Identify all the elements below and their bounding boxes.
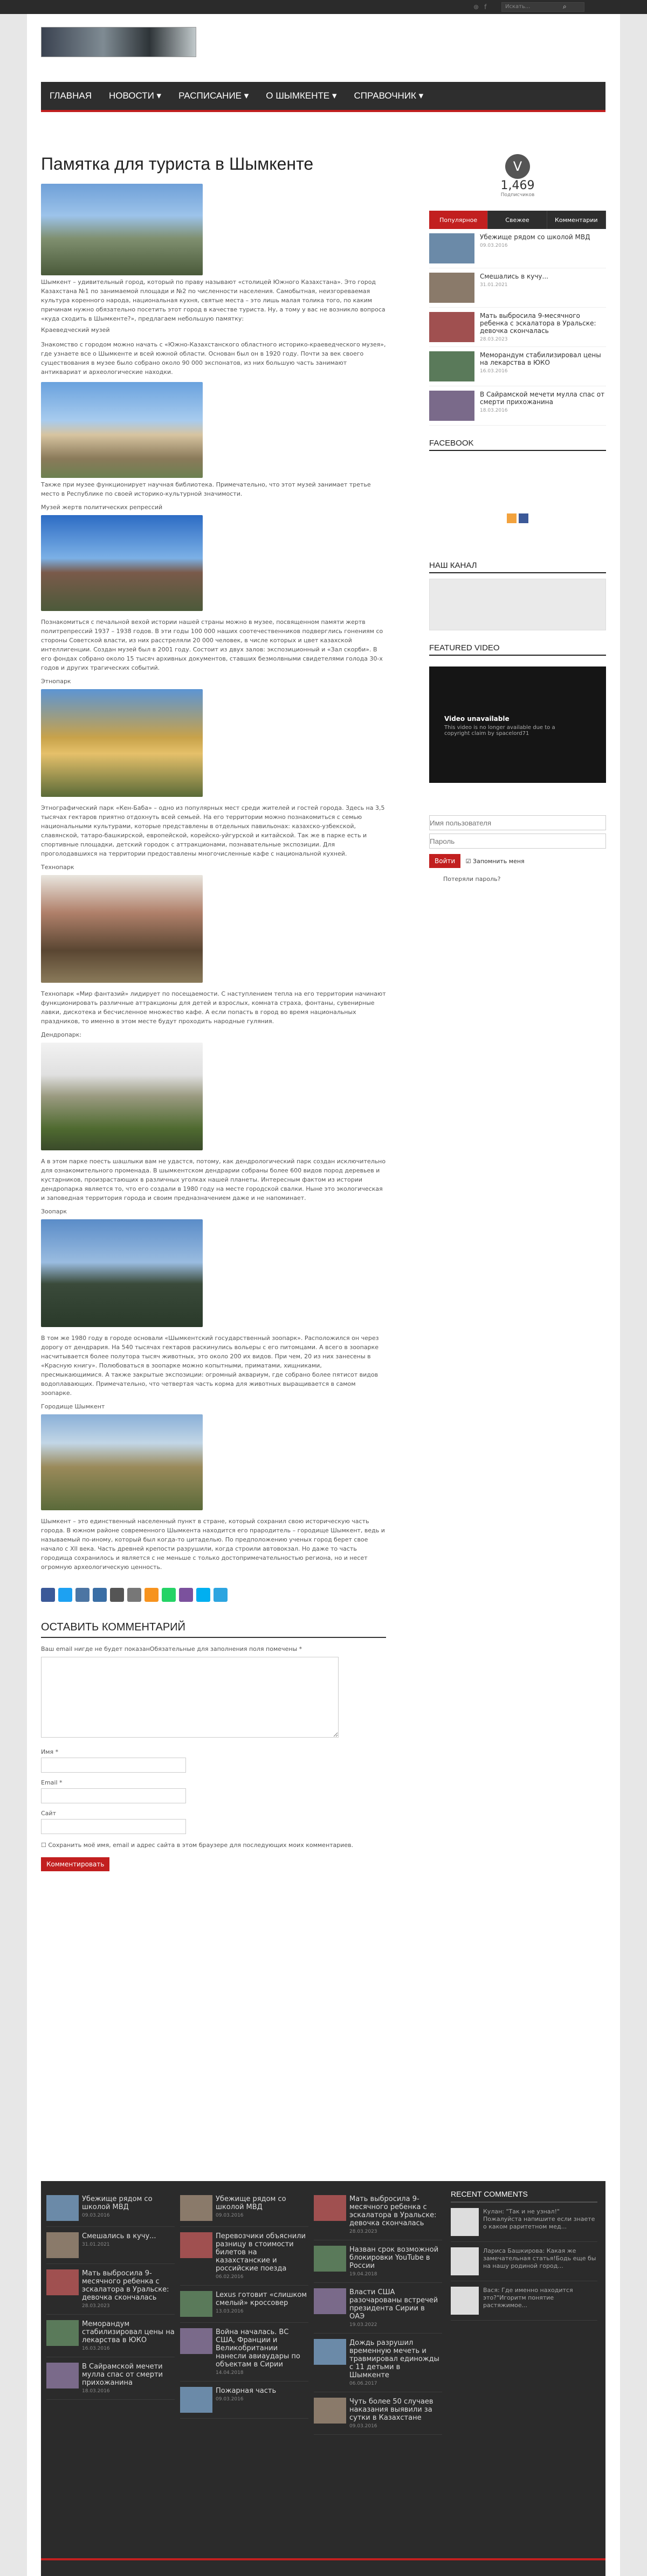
recent-comment-text[interactable]: Вася: Где именно находится это?"Игоритм понятие растяжимое... — [483, 2287, 573, 2309]
caption: Дендропарк: — [41, 1031, 82, 1038]
login-button[interactable]: Войти — [429, 854, 460, 868]
post-text — [480, 273, 548, 303]
post-thumb[interactable] — [429, 391, 474, 421]
footer-thumb[interactable] — [314, 2246, 346, 2272]
recent-comments — [451, 2190, 597, 2321]
remember-label: Запомнить меня — [473, 858, 525, 865]
social-icons — [473, 3, 486, 11]
avatar — [451, 2247, 479, 2275]
footer-post-title[interactable]: Убежище рядом со школой МВД — [82, 2195, 153, 2211]
telegram-share-icon[interactable] — [214, 1588, 228, 1602]
footer — [41, 2181, 605, 2576]
footer-post-title[interactable]: Чуть более 50 случаев наказания выявили за сутки в Казахстане — [349, 2398, 433, 2422]
name-label: Имя * — [41, 1748, 59, 1755]
comment-form — [41, 1621, 386, 1871]
featured-video[interactable] — [429, 666, 606, 783]
submit-comment-button[interactable]: Комментировать — [41, 1857, 109, 1871]
footer-post-title[interactable]: Война началась. ВС США, Франции и Великобритании нанесли авиаудары по объектам в Сирии — [216, 2328, 300, 2369]
post-date: 09.03.2016 — [480, 243, 508, 248]
caption: Музей жертв политических репрессий — [41, 504, 163, 511]
footer-post-text — [82, 2269, 175, 2309]
footer-thumb[interactable] — [46, 2232, 79, 2258]
footer-post-title[interactable]: Перевозчики объяснили разницу в стоимости билетов на казахстанские и российские поезда — [216, 2232, 306, 2273]
footer-post-text — [216, 2291, 308, 2317]
footer-post-text — [349, 2195, 442, 2234]
footer-post-date: 16.03.2016 — [82, 2346, 110, 2351]
skype-share-icon[interactable] — [196, 1588, 210, 1602]
paragraph: Шымкент – это единственный населенный пункт в стране, который сохранил свою историческую часть города. В южном районе современного Шымкента находится его прародитель – городище Шымкент, ведь и называемый по-иному, который был когда-то цитаделью. По предположению ученых город берет свое начало с XII века. Часть древней крепости разрушили, когда строили автовокзал. Но даже то часть городища сохранилось и является с не меньше с только достопримечательностью региона, но и несет огромную археологическую ценность. — [41, 1518, 385, 1571]
username-input[interactable] — [429, 815, 606, 830]
video-message: This video is no longer available due to a copyright claim by spacelord71 — [444, 725, 555, 737]
sidebar-post[interactable] — [429, 386, 606, 426]
recent-comment-text[interactable]: Кулан: "Так и не узнал!" Пожалуйста напишите если знаете о каком раритетном мед... — [483, 2208, 595, 2230]
footer-post-text — [349, 2398, 442, 2429]
caption: Зоопарк — [41, 1208, 67, 1215]
footer-col-3 — [314, 2190, 442, 2435]
footer-thumb[interactable] — [180, 2232, 212, 2258]
post-title[interactable]: Меморандум стабилизировал цены на лекарства в ЮКО — [480, 351, 601, 366]
post-thumb[interactable] — [429, 233, 474, 263]
footer-post-date: 06.06.2017 — [349, 2381, 377, 2386]
footer-post-title[interactable]: В Сайрамской мечети мулла спас от смерти прихожанина — [82, 2363, 163, 2387]
rss-icon[interactable]: ⊛ — [473, 3, 479, 11]
zoo-photo — [41, 1219, 203, 1327]
name-field[interactable] — [41, 1758, 186, 1773]
footer-post[interactable] — [314, 2240, 442, 2283]
nav-item-4[interactable]: СПРАВОЧНИК ▾ — [354, 91, 424, 101]
footer-post[interactable] — [314, 2283, 442, 2334]
nav-item-2[interactable]: РАСПИСАНИЕ ▾ — [178, 91, 249, 101]
footer-post[interactable] — [46, 2315, 175, 2357]
footer-post-text — [216, 2328, 308, 2376]
post-text — [480, 351, 606, 381]
footer-post-title[interactable]: Меморандум стабилизировал цены на лекарства в ЮКО — [82, 2320, 175, 2344]
footer-post-text — [349, 2288, 442, 2328]
ok-share-icon[interactable] — [144, 1588, 159, 1602]
footer-post[interactable] — [180, 2190, 308, 2227]
footer-post-text — [216, 2232, 308, 2280]
page-title: Памятка для туриста в Шымкенте — [41, 154, 314, 173]
recent-comment[interactable] — [451, 2203, 597, 2242]
footer-post-date: 13.03.2016 — [216, 2309, 244, 2314]
footer-post-date: 09.03.2016 — [349, 2424, 377, 2429]
footer-post-title[interactable]: Мать выбросила 9-месячного ребенка с эскалатора в Уральске: девочка скончалась — [82, 2269, 169, 2302]
avatar — [451, 2208, 479, 2236]
vk-widget[interactable] — [429, 154, 606, 198]
footer-post-text — [216, 2387, 276, 2413]
technopark-photo — [41, 875, 203, 983]
footer-post-title[interactable]: Мать выбросила 9-месячного ребенка с эскалатора в Уральске: девочка скончалась — [349, 2195, 437, 2227]
vk-share-icon[interactable] — [75, 1588, 90, 1602]
channel-widget — [429, 579, 606, 630]
footer-thumb[interactable] — [46, 2320, 79, 2346]
footer-thumb[interactable] — [314, 2195, 346, 2221]
sidebar — [429, 154, 606, 883]
repression-museum-photo — [41, 515, 203, 611]
login-widget — [429, 815, 606, 883]
search-icon[interactable]: ⌕ — [563, 3, 567, 10]
comment-note: Ваш email нигде не будет показанОбязательные для заполнения поля помечены * — [41, 1645, 302, 1652]
footer-post[interactable] — [180, 2227, 308, 2286]
footer-bar — [41, 2558, 605, 2560]
city-photo — [41, 184, 203, 275]
footer-post-text — [82, 2320, 175, 2351]
footer-post-date: 18.03.2016 — [82, 2388, 110, 2394]
post-date: 18.03.2016 — [480, 408, 508, 413]
top-bar — [0, 0, 647, 14]
footer-post-date: 28.03.2023 — [82, 2303, 110, 2309]
viber-share-icon[interactable] — [179, 1588, 193, 1602]
footer-post[interactable] — [314, 2334, 442, 2392]
facebook-widget — [429, 451, 606, 548]
caption: Этнопарк — [41, 678, 71, 685]
footer-thumb[interactable] — [314, 2288, 346, 2314]
search-input[interactable]: Искать... — [501, 2, 584, 12]
footer-post[interactable] — [314, 2190, 442, 2240]
sidebar-post[interactable] — [429, 347, 606, 386]
paragraph: Этнографический парк «Кен-Баба» – одно из популярных мест среди жителей и гостей города. Здесь на 3,5 тысячах гектаров приятно отдохнуть всей семьей. На его территории можно познакомиться с семью национальными культурами, которые представлены в отдельных павильонах: казахско-узбекской, славянской, татаро-башкирской, европейской, корейско-уйгурской и китайской. Так же в парке есть и спортивные площадки, детский городок с аттракционами, познавательные экспозиции. Для проголодавшихся на территории предоставлены многочисленные кафе с национальной кухней. — [41, 804, 385, 857]
facebook-share-icon[interactable] — [41, 1588, 55, 1602]
footer-post-date: 09.03.2016 — [216, 2213, 244, 2218]
paragraph: Технопарк «Мир фантазий» лидирует по посещаемости. С наступлением тепла на его территории начинают функционировать различные аттракционы для детей и взрослых, комната страха, фонтаны, сувенирные лавки, дискотека и бесчисленное множество кафе. А если попасть в город во время национальных праздников, то именно в этом месте будут проходить народные гуляния. — [41, 990, 386, 1025]
post-thumb[interactable] — [429, 273, 474, 303]
recent-comment-text[interactable]: Лариса Башкирова: Какая же замечательная статья!Бодь еще бы на нашу родиной город... — [483, 2247, 596, 2269]
paragraph: Знакомство с городом можно начать с «Южно-Казахстанского областного историко-краеведческого музея», где узнаете все о Шымкенте и всей южной области. Основан был он в 1920 году. Почти за век своего существования в музее было собрано около 90 000 экспонатов, из них большую часть занимают антиквариат и археологические находки. — [41, 341, 386, 376]
footer-post-title[interactable]: Убежище рядом со школой МВД — [216, 2195, 286, 2211]
comment-textarea[interactable] — [41, 1657, 339, 1738]
footer-col-2 — [180, 2190, 308, 2419]
footer-post[interactable] — [180, 2381, 308, 2419]
paragraph: Познакомиться с печальной вехой истории нашей страны можно в музее, посвященном памяти жертв политрепрессий 1937 – 1938 годов. В эти годы 100 000 наших соотечественников подверглись гонениям со стороны Советской власти, из них расстреляли 20 000 человек, в числе которых и цвет казахской интеллигенции. Создан музей был в 2001 году. Состоит из двух залов: экспозиционный и «Зал скорби». В его фондах собрано около 15 тысяч архивных документов, ставших безмолвными свидетелями голода 30-х годов и других трагических событий. — [41, 619, 383, 671]
footer-post-date: 19.04.2018 — [349, 2272, 377, 2277]
footer-post[interactable] — [180, 2286, 308, 2323]
paragraph: Шымкент – удивительный город, который по праву называют «столицей Южного Казахстана». Это город Казахстана №1 по занимаемой площади и №2 по численности населения. Самобытная, неизгореваемая культура коренного народа, национальная кухня, святые места – это лишь малая толика того, по каким причинам нужно обязательно посетить этот город в качестве туриста. Ну, а тому у вас не возникло вопроса «куда сходить в Шымкенте?», предлагаем небольшую памятку: — [41, 279, 386, 322]
post-date: 28.03.2023 — [480, 337, 508, 342]
ethnopark-photo — [41, 689, 203, 797]
article — [41, 154, 386, 1871]
footer-post-title[interactable]: Назван срок возможной блокировки YouTube в России — [349, 2246, 439, 2270]
caption: Краеведческий музей — [41, 327, 110, 334]
footer-thumb[interactable] — [180, 2291, 212, 2317]
tab-comments[interactable]: Комментарии — [547, 211, 606, 229]
sidebar-post[interactable] — [429, 229, 606, 268]
tab-popular[interactable]: Популярное — [429, 211, 488, 229]
vk-icon: V — [505, 154, 530, 179]
site-label: Сайт — [41, 1810, 56, 1817]
footer-post[interactable] — [46, 2190, 175, 2227]
caption: Городище Шымкент — [41, 1403, 105, 1410]
twitter-share-icon[interactable] — [58, 1588, 72, 1602]
footer-thumb[interactable] — [180, 2387, 212, 2413]
footer-thumb[interactable] — [46, 2195, 79, 2221]
footer-thumb[interactable] — [180, 2195, 212, 2221]
footer-thumb[interactable] — [314, 2398, 346, 2424]
nav-item-1[interactable]: НОВОСТИ ▾ — [108, 91, 162, 101]
vk-sub: Подписчиков — [500, 192, 535, 198]
footer-post-title[interactable]: Власти США разочарованы встречей президента Сирии в ОАЭ — [349, 2288, 438, 2321]
recent-comment[interactable] — [451, 2281, 597, 2321]
sidebar-post[interactable] — [429, 268, 606, 308]
footer-post-text — [349, 2339, 442, 2386]
caption: Технопарк — [41, 864, 74, 871]
post-title[interactable]: Убежище рядом со школой МВД — [480, 233, 590, 241]
footer-post-text — [82, 2232, 156, 2258]
footer-post-title[interactable]: Lexus готовит «слишком смелый» кроссовер — [216, 2291, 307, 2307]
footer-post-title[interactable]: Пожарная часть — [216, 2387, 277, 2395]
vk-count: 1,469 — [500, 179, 535, 192]
site-field[interactable] — [41, 1819, 186, 1834]
paragraph: В том же 1980 году в городе основали «Шымкентский государственный зоопарк». Расположился он через дорогу от дендрария. На 540 тысячах гектаров раскинулись вольеры с его питомцами. А всего в зоопарке насчитывается более полутора тысяч животных, это около 200 их видов. При чем, 20 из них занесены в «Красную книгу». Полюбоваться в зоопарке можно копытными, приматами, хищниками, пресмыкающимися. А также закрытые экспозиции: огромный аквариум, где собрано более пятисот видов водоплавающих. Примечательно, что четвертая часть корма для животных выращивается в самом зоопарке. — [41, 1335, 379, 1397]
email-field[interactable] — [41, 1788, 186, 1803]
facebook-widget-title: FACEBOOK — [429, 439, 606, 451]
mail-icon[interactable] — [127, 1588, 141, 1602]
footer-post-date: 09.03.2016 — [82, 2213, 110, 2218]
tab-fresh[interactable]: Свежее — [488, 211, 547, 229]
footer-thumb[interactable] — [314, 2339, 346, 2365]
save-checkbox[interactable]: ☐ — [41, 1842, 49, 1849]
main-nav — [41, 82, 605, 112]
post-text — [480, 391, 606, 421]
post-date: 31.01.2021 — [480, 282, 508, 288]
footer-post-date: 09.03.2016 — [216, 2397, 244, 2402]
dendropark-photo — [41, 1043, 203, 1150]
post-title[interactable]: Смешались в кучу... — [480, 273, 548, 280]
comment-title: ОСТАВИТЬ КОММЕНТАРИЙ — [41, 1621, 386, 1638]
footer-post-date: 31.01.2021 — [82, 2242, 110, 2247]
post-title[interactable]: В Сайрамской мечети мулла спас от смерти прихожанина — [480, 391, 605, 406]
footer-post-text — [82, 2195, 175, 2221]
footer-post-title[interactable]: Смешались в кучу... — [82, 2232, 156, 2240]
footer-post[interactable] — [46, 2227, 175, 2264]
recent-comments-title: RECENT COMMENTS — [451, 2190, 597, 2203]
footer-post-date: 28.03.2023 — [349, 2229, 377, 2234]
gplus-share-icon[interactable] — [93, 1588, 107, 1602]
footer-post-date: 06.02.2016 — [216, 2274, 244, 2280]
facebook-icon[interactable]: f — [484, 3, 487, 11]
whatsapp-share-icon[interactable] — [162, 1588, 176, 1602]
footer-post-text — [82, 2363, 175, 2394]
footer-post-text — [216, 2195, 308, 2221]
password-input[interactable] — [429, 834, 606, 849]
remember-checkbox[interactable]: ☑ Запомнить меня — [465, 858, 525, 865]
popular-posts — [429, 229, 606, 426]
nav-item-3[interactable]: О ШЫМКЕНТЕ ▾ — [266, 91, 337, 101]
footer-post-date: 14.04.2018 — [216, 2370, 244, 2376]
sidebar-tabs — [429, 211, 606, 229]
paragraph: А в этом парке поесть шашлыки вам не удастся, потому, как дендрологический парк создан исключительно для ознакомительного променада. В шымкентском дендрарии собраны более 600 видов пород деревьев и кустарников, произрастающих в различных уголках нашей планеты. Интересным фактом из истории дендропарка является то, что его создали в 1980 году на месте городской свалки. Ныне это экологическая и заповедная территория города и своим предназначением даже и не напоминает. — [41, 1158, 386, 1202]
post-thumb[interactable] — [429, 351, 474, 381]
share-buttons — [41, 1588, 386, 1602]
footer-post-date: 19.03.2022 — [349, 2322, 377, 2328]
post-date: 16.03.2016 — [480, 369, 508, 374]
footer-thumb[interactable] — [46, 2363, 79, 2388]
channel-widget-title: НАШ КАНАЛ — [429, 561, 606, 573]
lost-password-link[interactable]: Потеряли пароль? — [443, 876, 501, 883]
facebook-icon[interactable] — [519, 513, 528, 523]
fortress-photo — [41, 1414, 203, 1510]
footer-thumb[interactable] — [180, 2328, 212, 2354]
avatar — [451, 2287, 479, 2315]
footer-post-title[interactable]: Дождь разрушил временную мечеть и травмировал единожды с 11 детьми в Шымкенте — [349, 2339, 439, 2379]
featured-video-title: FEATURED VIDEO — [429, 643, 606, 656]
video-status: Video unavailable — [444, 715, 510, 723]
footer-post[interactable] — [46, 2264, 175, 2315]
museum-photo — [41, 382, 203, 478]
post-title[interactable]: Мать выбросила 9-месячного ребенка с эскалатора в Уральске: девочка скончалась — [480, 312, 596, 335]
footer-thumb[interactable] — [46, 2269, 79, 2295]
rss-icon[interactable] — [507, 513, 517, 523]
sidebar-post[interactable] — [429, 308, 606, 347]
footer-col-1 — [46, 2190, 175, 2400]
save-label: Сохранить моё имя, email и адрес сайта в этом браузере для последующих моих комментариев. — [48, 1842, 354, 1849]
footer-post[interactable] — [46, 2357, 175, 2400]
nav-item-0[interactable]: ГЛАВНАЯ — [50, 91, 92, 101]
recent-comment[interactable] — [451, 2242, 597, 2281]
footer-post[interactable] — [180, 2323, 308, 2381]
paragraph: Также при музее функционирует научная библиотека. Примечательно, что этот музей занимает третье место в Республике по своей историко-культурной значимости. — [41, 481, 371, 497]
post-text — [480, 233, 590, 263]
print-icon[interactable] — [110, 1588, 124, 1602]
site-logo[interactable] — [41, 27, 196, 57]
footer-post-text — [349, 2246, 442, 2277]
header — [27, 14, 620, 81]
footer-post[interactable] — [314, 2392, 442, 2435]
post-text — [480, 312, 606, 342]
email-label: Email * — [41, 1779, 63, 1786]
post-thumb[interactable] — [429, 312, 474, 342]
